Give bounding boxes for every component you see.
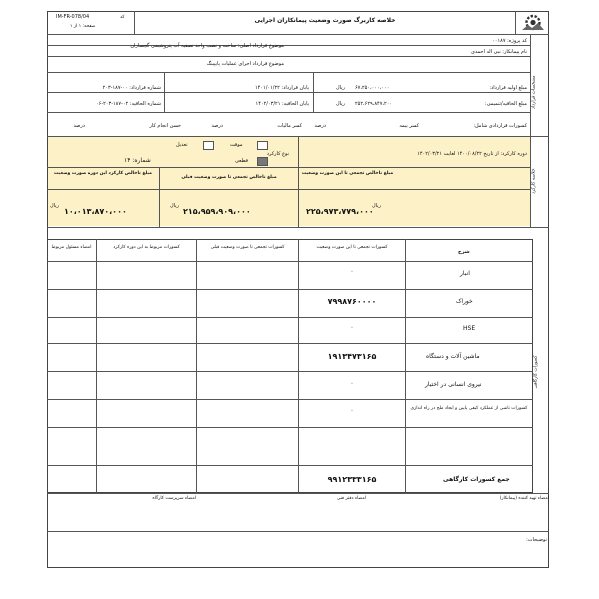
cumulative-this-currency: ریال bbox=[372, 203, 381, 209]
work-period: دوره کارکرد: از تاریخ ۱۴۰۰/۰۸/۲۲ لغایت ۱۴۰۲/۰۳/۲۱ bbox=[417, 151, 527, 157]
row-warehouse-desc: انبار bbox=[460, 270, 470, 277]
notes-label: توضیحات: bbox=[526, 537, 547, 543]
this-period-currency: ریال bbox=[50, 203, 59, 209]
supplement-end-date: پایان الحاقیه: ۱۴۰۲/۰۳/۲۱ bbox=[255, 101, 309, 107]
this-period-value: ۱۰،۰۱۳،۸۷۰،۰۰۰ bbox=[64, 207, 127, 216]
final-checkbox[interactable] bbox=[257, 157, 268, 166]
total-deductions-value: ۹۹۱۲۳۳۳۱۶۵ bbox=[327, 475, 377, 484]
company-logo-icon bbox=[520, 13, 546, 32]
insurance-deduction-label: کسر بیمه bbox=[399, 123, 419, 129]
temporary-checkbox[interactable] bbox=[257, 141, 268, 150]
tax-percent: درصد bbox=[211, 123, 223, 129]
col-header-this-period: کسورات مربوط به این دوره کارکرد bbox=[113, 245, 180, 250]
doc-code: IM-FR-078/04 bbox=[56, 14, 90, 20]
page-number: صفحه: ۱ از ۱ bbox=[70, 24, 96, 29]
total-deductions-label: جمع کسورات کارگاهی bbox=[443, 476, 510, 483]
supplement-amount-value: ۲۵۲،۶۲۹،۸۴۷،۲۰۰ bbox=[355, 101, 393, 107]
contractor-name: نام پیمانکار: نبی اله احمدی bbox=[470, 49, 527, 55]
preparer-signature-label: امضاء تهیه کننده (پیمانکار) bbox=[499, 496, 549, 501]
good-performance-label: حسن انجام کار bbox=[149, 123, 181, 129]
final-label: قطعی bbox=[235, 158, 249, 164]
doc-code-label: کد bbox=[120, 15, 125, 20]
main-contract-subject: موضوع قرارداد اصلی: ساخت و نصب واحد تصفیه آب پتروشیمی گچساران bbox=[130, 43, 284, 49]
row-machinery-desc: ماشین آلات و دستگاه bbox=[426, 353, 480, 360]
row-food-desc: خوراک bbox=[456, 298, 473, 305]
col-header-previous: کسورات تجمعی تا صورت وضعیت قبلی bbox=[210, 245, 285, 250]
cumulative-previous-label: مبلغ ناخالص تجمعی تا صورت وضعیت قبلی bbox=[181, 175, 277, 180]
row-hse-desc: HSE bbox=[463, 325, 476, 332]
adjustment-checkbox[interactable] bbox=[203, 141, 214, 150]
project-code: کد پروژه: ۰۰۱۸۷ bbox=[492, 38, 527, 44]
insurance-percent: درصد bbox=[314, 123, 326, 129]
initial-amount-currency: ریال bbox=[336, 85, 345, 91]
deductions-side-label: کسورات کارگاهی bbox=[533, 355, 539, 389]
supplement-amount-currency: ریال bbox=[336, 101, 345, 107]
cumulative-previous-value: ۲۱۵،۹۵۹،۹۰۹،۰۰۰ bbox=[183, 207, 251, 216]
good-performance-percent: درصد bbox=[73, 123, 85, 129]
work-summary-side-label: خلاصه کارکرد bbox=[531, 168, 537, 194]
contract-subject: موضوع قرارداد اجرای عملیات پایپینگ bbox=[206, 61, 284, 67]
temporary-label: موقت bbox=[230, 142, 243, 148]
row-hse-value: ۰ bbox=[350, 324, 354, 331]
initial-amount-value: ۶۷،۲۵۰،۰۰۰،۰۰۰ bbox=[355, 85, 390, 91]
cumulative-previous-currency: ریال bbox=[170, 203, 179, 209]
supplement-number: شماره الحاقیه: ۰۲-۱۸۷-۲۰۳-۰۶ bbox=[95, 101, 161, 107]
row-manpower-desc: نیروی انسانی در اختیار bbox=[425, 381, 482, 388]
adjustment-label: تعدیل bbox=[176, 142, 188, 148]
contract-number: شماره قرارداد: ۰۰-۱۸۷-۲۰۳ bbox=[102, 85, 161, 91]
initial-amount-label: مبلغ اولیه قرارداد: bbox=[489, 85, 527, 91]
cumulative-this-label: مبلغ ناخالص تجمعی تا این صورت وضعیت bbox=[301, 171, 394, 176]
tax-deduction-label: کسر مالیات bbox=[277, 123, 302, 129]
form-title: خلاصه کاربرگ صورت وضعیت پیمانکاران اجرایی bbox=[254, 17, 396, 24]
col-header-description: شرح bbox=[458, 249, 470, 255]
site-manager-signature-label: امضاء سرپرست کارگاه bbox=[152, 496, 196, 501]
contract-end-date: پایان قرارداد: ۱۴۰۱/۰۱/۲۲ bbox=[254, 85, 309, 91]
deductions-included-label: کسورات قراردادی شامل: bbox=[473, 123, 527, 129]
supplement-amount-label: مبلغ الحاقیه/تتمیمی: bbox=[484, 101, 527, 107]
row-warehouse-value: ۰ bbox=[350, 268, 354, 275]
col-header-cumulative: کسورات تجمعی تا این صورت وضعیت bbox=[316, 245, 388, 250]
row-quality-desc: کسورات ناشی از عملکرد کیفی پایین و ایجاد ملح در راه اندازی bbox=[410, 406, 528, 411]
deductions-table bbox=[47, 239, 533, 493]
row-quality-value: ۰ bbox=[350, 407, 354, 414]
col-header-comments: امضاء مسئول مربوط bbox=[51, 245, 92, 250]
work-type-label: نوع کارکرد bbox=[266, 151, 289, 157]
cumulative-this-value: ۲۲۵،۹۷۳،۷۷۹،۰۰۰ bbox=[306, 207, 374, 216]
row-manpower-value: ۰ bbox=[350, 380, 354, 387]
tech-office-signature-label: امضاء دفتر فنی bbox=[336, 496, 366, 501]
this-period-label: مبلغ ناخالص کارکرد این دوره صورت وضعیت bbox=[54, 171, 152, 176]
contract-info-side-label: مشخصات قرارداد bbox=[531, 75, 537, 110]
row-machinery-value: ۱۹۱۳۴۷۳۱۶۵ bbox=[327, 352, 377, 361]
statement-number: شماره: ۱۴ bbox=[124, 157, 151, 164]
row-food-value: ۷۹۹۸۷۶۰۰۰۰ bbox=[327, 297, 377, 306]
